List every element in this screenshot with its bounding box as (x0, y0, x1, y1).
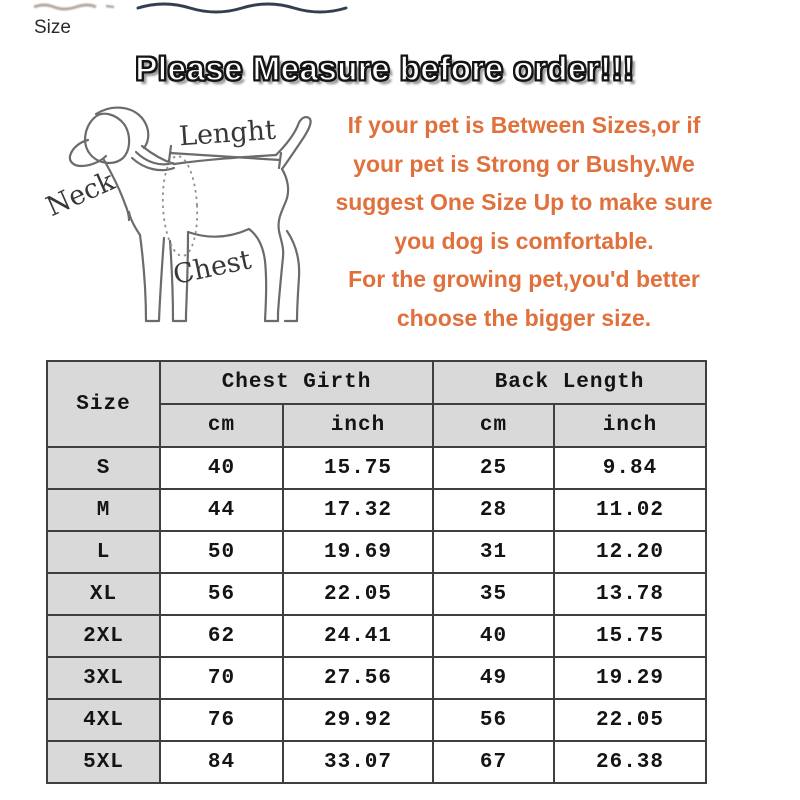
cell-back-cm: 67 (433, 741, 554, 783)
cell-back-inch: 15.75 (554, 615, 706, 657)
cell-back-cm: 56 (433, 699, 554, 741)
cell-back-inch: 11.02 (554, 489, 706, 531)
diagram-label-chest: Chest (170, 244, 254, 292)
cell-size: 2XL (47, 615, 160, 657)
section-label-size: Size (34, 17, 71, 38)
subcol-back-inch: inch (554, 404, 706, 447)
cell-back-inch: 12.20 (554, 531, 706, 573)
cell-chest-inch: 19.69 (283, 531, 433, 573)
sizing-advice-line: suggest One Size Up to make sure (335, 189, 713, 215)
cell-back-cm: 49 (433, 657, 554, 699)
col-header-back-length: Back Length (433, 361, 706, 404)
size-table (46, 360, 707, 784)
cell-chest-inch: 24.41 (283, 615, 433, 657)
cell-size: S (47, 447, 160, 489)
dog-measurement-diagram (30, 98, 340, 338)
cell-size: 5XL (47, 741, 160, 783)
cell-chest-inch: 29.92 (283, 699, 433, 741)
cell-size: M (47, 489, 160, 531)
cell-back-cm: 28 (433, 489, 554, 531)
cell-back-inch: 13.78 (554, 573, 706, 615)
cell-chest-inch: 17.32 (283, 489, 433, 531)
diagram-label-neck: Neck (41, 165, 120, 223)
faint-scribble (28, 0, 128, 14)
cell-chest-cm: 70 (160, 657, 283, 699)
cell-size: L (47, 531, 160, 573)
sizing-advice-line: choose the bigger size. (396, 304, 652, 331)
cell-size: XL (47, 573, 160, 615)
cell-chest-cm: 62 (160, 615, 283, 657)
table-row (47, 447, 706, 489)
cell-chest-inch: 27.56 (283, 657, 433, 699)
cell-back-cm: 31 (433, 531, 554, 573)
cell-back-cm: 35 (433, 573, 554, 615)
diagram-label-length: Lenght (178, 114, 277, 153)
table-header-row (47, 361, 706, 404)
cell-chest-cm: 50 (160, 531, 283, 573)
measure-before-order-title: Please Measure before order!!! (135, 50, 635, 87)
cell-chest-cm: 56 (160, 573, 283, 615)
sizing-advice-line: you dog is comfortable. (394, 227, 654, 254)
subcol-chest-cm: cm (160, 404, 283, 447)
sizing-advice (320, 106, 728, 337)
cell-back-inch: 9.84 (554, 447, 706, 489)
cell-back-inch: 19.29 (554, 657, 706, 699)
col-header-size: Size (47, 361, 160, 447)
wavy-divider (132, 0, 354, 18)
table-row (47, 531, 706, 573)
sizing-advice-line: If your pet is Between Sizes,or if (347, 112, 701, 138)
table-row (47, 489, 706, 531)
cell-back-cm: 25 (433, 447, 554, 489)
cell-size: 4XL (47, 699, 160, 741)
subcol-chest-inch: inch (283, 404, 433, 447)
col-header-chest-girth: Chest Girth (160, 361, 433, 404)
table-row (47, 657, 706, 699)
cell-chest-cm: 44 (160, 489, 283, 531)
cell-chest-cm: 40 (160, 447, 283, 489)
table-row (47, 741, 706, 783)
table-row (47, 615, 706, 657)
cell-back-inch: 22.05 (554, 699, 706, 741)
cell-chest-cm: 76 (160, 699, 283, 741)
subcol-back-cm: cm (433, 404, 554, 447)
sizing-advice-line: your pet is Strong or Bushy.We (353, 150, 695, 177)
sizing-advice-line: For the growing pet,you'd better (348, 266, 700, 292)
cell-chest-inch: 15.75 (283, 447, 433, 489)
cell-chest-inch: 33.07 (283, 741, 433, 783)
cell-size: 3XL (47, 657, 160, 699)
table-row (47, 573, 706, 615)
cell-back-cm: 40 (433, 615, 554, 657)
cell-chest-cm: 84 (160, 741, 283, 783)
cell-back-inch: 26.38 (554, 741, 706, 783)
cell-chest-inch: 22.05 (283, 573, 433, 615)
table-row (47, 699, 706, 741)
